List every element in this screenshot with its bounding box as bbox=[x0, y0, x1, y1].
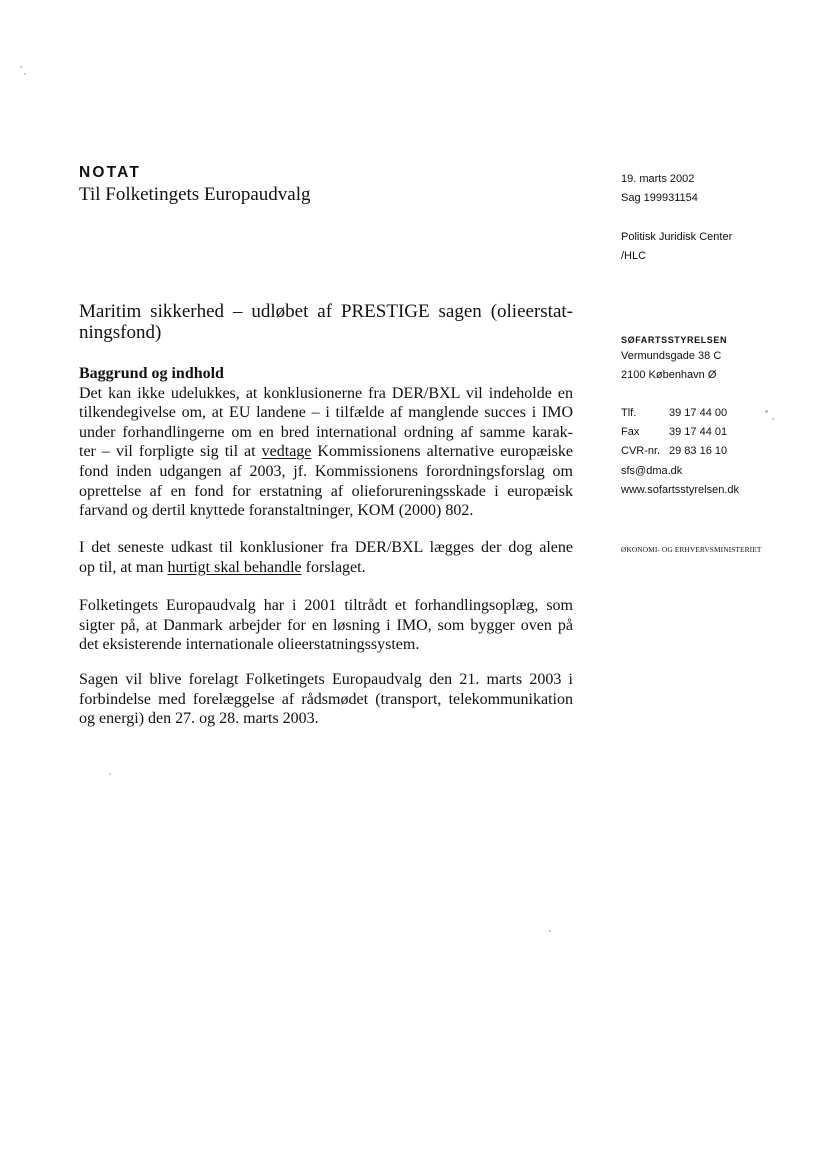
contact-label: Fax bbox=[621, 425, 640, 438]
underlined-text: hurtigt skal behandle bbox=[167, 558, 302, 576]
department-block bbox=[621, 228, 732, 266]
case-number: Sag 199931154 bbox=[621, 191, 698, 204]
website-url: www.sofartsstyrelsen.dk bbox=[621, 483, 739, 496]
agency-name: SØFARTSSTYRELSEN bbox=[621, 335, 728, 345]
section-heading: Baggrund og indhold bbox=[79, 365, 224, 382]
email-address: sfs@dma.dk bbox=[621, 465, 683, 477]
body-line bbox=[79, 558, 573, 578]
document-date: 19. marts 2002 bbox=[621, 173, 695, 185]
contact-details bbox=[621, 404, 727, 460]
body-line: fond inden udgangen af 2003, jf. Kommissionens forordningsforslag om bbox=[79, 462, 573, 480]
scan-speck bbox=[24, 73, 26, 75]
contact-row bbox=[621, 423, 727, 442]
body-line: Det kan ikke udelukkes, at konklusionerne fra DER/BXL vil indeholde en bbox=[79, 384, 573, 402]
agency-address bbox=[621, 347, 721, 385]
body-line: Sagen vil blive forelagt Folketingets Europaudvalg den 21. marts 2003 i bbox=[79, 671, 573, 688]
body-line: farvand og dertil knyttede foranstaltninger, KOM (2000) 802. bbox=[79, 502, 474, 520]
body-line bbox=[79, 442, 573, 462]
body-line: under forhandlingerne om en bred international ordning af samme karak- bbox=[79, 423, 573, 441]
date-and-case bbox=[621, 170, 698, 208]
online-contact bbox=[621, 462, 739, 500]
document-subject bbox=[79, 301, 573, 343]
subject-line: Maritim sikkerhed – udløbet af PRESTIGE sagen (olieerstat- bbox=[79, 301, 573, 322]
ministry-name: ØKONOMI- OG ERHVERVSMINISTERIET bbox=[621, 545, 762, 554]
contact-row bbox=[621, 404, 727, 423]
street-address: Vermundsgade 38 C bbox=[621, 350, 722, 362]
scan-speck bbox=[549, 930, 551, 932]
body-line: tilkendegivelse om, at EU landene – i tilfælde af manglende succes i IMO bbox=[79, 404, 573, 422]
body-line: og energi) den 27. og 28. marts 2003. bbox=[79, 710, 319, 728]
author-initials: /HLC bbox=[621, 249, 647, 262]
body-line: sigter på, at Danmark arbejder for en løsning i IMO, som bygger oven på bbox=[79, 616, 573, 634]
body-paragraph bbox=[79, 670, 573, 729]
scan-speck bbox=[772, 418, 774, 420]
body-text: forslaget. bbox=[301, 558, 366, 576]
postal-city: 2100 København Ø bbox=[621, 368, 717, 381]
contact-row bbox=[621, 442, 727, 461]
body-line: Folketingets Europaudvalg har i 2001 tiltrådt et forhandlingsoplæg, som bbox=[79, 597, 573, 614]
underlined-text: vedtage bbox=[261, 443, 312, 461]
contact-label: Tlf. bbox=[621, 407, 637, 419]
body-line: forbindelse med forelæggelse af rådsmødet (transport, telekommunikation bbox=[79, 690, 573, 708]
subject-line: ningsfond) bbox=[79, 322, 162, 343]
document-type-label: NOTAT bbox=[79, 164, 142, 181]
body-line: I det seneste udkast til konklusioner fra DER/BXL lægges der dog alene bbox=[79, 539, 573, 556]
scan-speck bbox=[20, 66, 22, 68]
recipient-line: Til Folketingets Europaudvalg bbox=[79, 184, 311, 205]
body-paragraph bbox=[79, 538, 573, 577]
body-paragraph bbox=[79, 596, 573, 655]
body-text: ter – vil forpligte sig til at bbox=[79, 443, 262, 461]
body-text: Kommissionens alternative europæiske bbox=[311, 443, 573, 461]
body-line: det eksisterende internationale olieerstatningssystem. bbox=[79, 636, 420, 654]
body-line: oprettelse af en fond for erstatning af olieforureningsskade i europæisk bbox=[79, 482, 573, 500]
contact-label: CVR-nr. bbox=[621, 444, 661, 457]
contact-value: 39 17 44 01 bbox=[669, 425, 728, 438]
contact-value: 39 17 44 00 bbox=[669, 407, 728, 419]
scan-speck bbox=[765, 410, 768, 413]
scan-speck bbox=[109, 773, 111, 775]
department-name: Politisk Juridisk Center bbox=[621, 231, 733, 243]
contact-value: 29 83 16 10 bbox=[669, 444, 728, 457]
body-section-background bbox=[79, 364, 573, 521]
body-text: op til, at man bbox=[79, 558, 168, 576]
